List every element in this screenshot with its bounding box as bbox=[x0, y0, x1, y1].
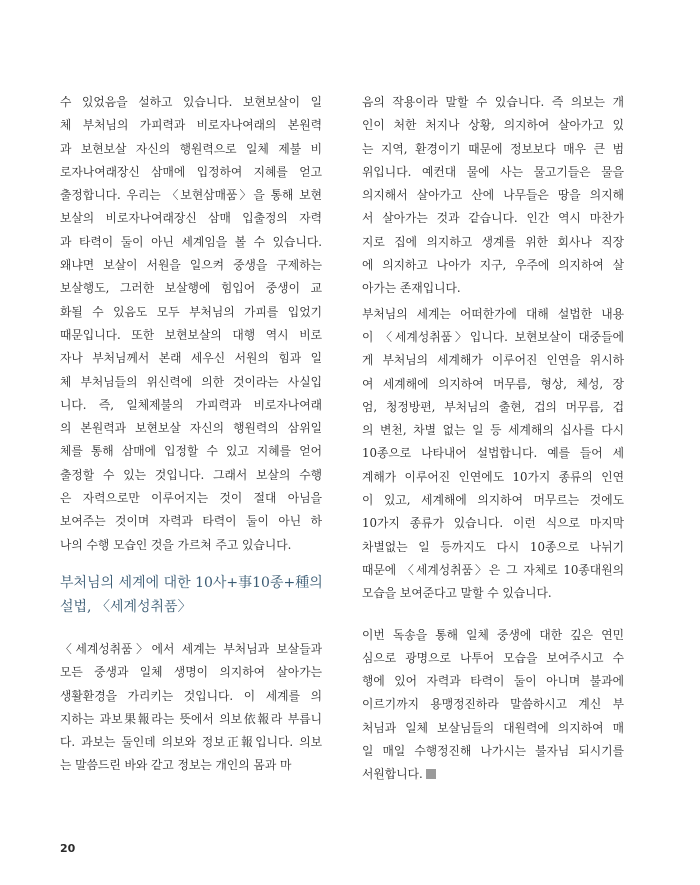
text-line-content: 이 있고, 세계해에 의지하여 머무르는 것에도 bbox=[362, 493, 624, 508]
text-line-content: 처님과 일체 보살님들의 대원력에 의지하여 매 bbox=[362, 720, 624, 735]
text-line bbox=[362, 740, 624, 763]
text-line-content: 위입니다. 예컨대 물에 사는 물고기들은 물을 bbox=[362, 164, 624, 179]
text-line bbox=[60, 510, 322, 533]
text-line-content: 는 말씀드린 바와 같고 정보는 개인의 몸과 마 bbox=[60, 758, 292, 773]
text-line bbox=[60, 394, 322, 417]
text-line-content: 의지해서 살아가고 산에 나무들은 땅을 의지해 bbox=[362, 188, 624, 203]
text-line-content: 의 변천, 차별 없는 일 등 세계해의 십사를 다시 bbox=[362, 423, 624, 438]
text-line bbox=[60, 708, 322, 731]
text-line bbox=[362, 693, 624, 716]
text-line bbox=[60, 731, 322, 754]
text-line-content: 과 타력이 둘이 아닌 세계임을 볼 수 있습니다. bbox=[60, 234, 322, 249]
text-line bbox=[362, 326, 624, 349]
text-line-content: 에 의지하고 나아가 지구, 우주에 의지하여 살 bbox=[362, 258, 624, 273]
text-line-content: 지하는 과보果報라는 뜻에서 의보依報라 부릅니 bbox=[60, 711, 322, 726]
text-line bbox=[362, 396, 624, 419]
text-line-content: 게 부처님의 세계해가 이루어진 인연을 위시하 bbox=[362, 353, 624, 368]
text-line bbox=[362, 559, 624, 582]
text-line bbox=[362, 717, 624, 740]
text-line-content: 때문입니다. 또한 보현보살의 대행 역시 비로 bbox=[60, 327, 322, 342]
text-line-content: 체 부처님의 가피력과 비로자나여래의 본원력 bbox=[60, 118, 322, 133]
text-line bbox=[60, 685, 322, 708]
text-line-content: 서원합니다. bbox=[362, 767, 423, 782]
text-line-content: 체 부처님들의 위신력에 의한 것이라는 사실입 bbox=[60, 374, 322, 389]
text-line-content: 수 있었음을 설하고 있습니다. 보현보살이 일 bbox=[60, 95, 322, 109]
text-line-content: 보살의 비로자나여래장신 삼매 입출정의 자력 bbox=[60, 211, 322, 226]
text-line-content: 심으로 광명으로 나투어 모습을 보여주시고 수 bbox=[362, 650, 624, 665]
text-line bbox=[60, 487, 322, 510]
text-line bbox=[362, 114, 624, 137]
text-line bbox=[60, 91, 322, 114]
paragraph-world-sermon bbox=[362, 303, 624, 606]
text-line bbox=[60, 254, 322, 277]
text-line-content: 니다. 즉, 일체제불의 가피력과 비로자나여래 bbox=[60, 397, 322, 412]
text-line bbox=[60, 595, 322, 620]
text-line-content: 로자나여래장신 삼매에 입정하여 지혜를 얻고 bbox=[60, 164, 322, 179]
text-line bbox=[362, 624, 624, 647]
text-line bbox=[362, 207, 624, 230]
text-line-content: 인이 처한 처지나 상황, 의지하여 살아가고 있 bbox=[362, 118, 624, 133]
text-line-content: 부처님의 세계는 어떠한가에 대해 설법한 내용 bbox=[362, 306, 624, 321]
text-line bbox=[362, 647, 624, 670]
text-line-content: 서 살아가는 것과 같습니다. 인간 역시 마찬가 bbox=[362, 211, 624, 226]
text-line bbox=[362, 184, 624, 207]
text-line-content: 자나 부처님께서 본래 세우신 서원의 힘과 일 bbox=[60, 351, 322, 366]
text-line bbox=[362, 231, 624, 254]
text-line bbox=[60, 301, 322, 324]
text-line bbox=[362, 512, 624, 535]
section-heading bbox=[60, 571, 322, 620]
text-line-content: 의 본원력과 보현보살 자신의 행원력의 삼위일 bbox=[60, 421, 322, 436]
text-line bbox=[60, 161, 322, 184]
text-line bbox=[362, 138, 624, 161]
text-line-content: 이번 독송을 통해 일체 중생에 대한 깊은 연민 bbox=[362, 627, 624, 642]
text-line-content: 설법, 〈세계성취품〉 bbox=[60, 599, 192, 616]
text-line-content: 아가는 존재입니다. bbox=[362, 281, 461, 296]
text-line bbox=[362, 489, 624, 512]
text-line-content: 음의 작용이라 말할 수 있습니다. 즉 의보는 개 bbox=[362, 95, 624, 109]
text-line bbox=[60, 347, 322, 370]
paragraph-bohyeon-samadhi bbox=[60, 91, 322, 557]
text-line-content: 출정합니다. 우리는 〈보현삼매품〉을 통해 보현 bbox=[60, 188, 322, 203]
text-line bbox=[362, 582, 624, 605]
text-line bbox=[60, 571, 322, 596]
text-line bbox=[60, 440, 322, 463]
text-line bbox=[60, 417, 322, 440]
text-line bbox=[60, 184, 322, 207]
text-line-content: 〈세계성취품〉에서 세계는 부처님과 보살들과 bbox=[60, 641, 322, 656]
text-line-content: 왜냐면 보살이 서원을 일으켜 중생을 구제하는 bbox=[60, 258, 322, 273]
right-column bbox=[362, 91, 624, 787]
text-line bbox=[60, 231, 322, 254]
text-line-content: 화될 수 있음도 모두 부처님의 가피를 입었기 bbox=[60, 304, 322, 319]
text-line bbox=[60, 277, 322, 300]
paragraph-world-definition bbox=[60, 638, 322, 778]
text-line bbox=[60, 324, 322, 347]
text-line bbox=[60, 754, 322, 777]
text-line bbox=[60, 661, 322, 684]
text-line bbox=[362, 254, 624, 277]
paragraph-vow bbox=[362, 624, 624, 787]
text-line-content: 모습을 보여준다고 말할 수 있습니다. bbox=[362, 586, 552, 601]
text-line-content: 이르기까지 용맹정진하라 말씀하시고 계신 부 bbox=[362, 697, 624, 712]
text-line bbox=[362, 91, 624, 114]
text-line bbox=[60, 114, 322, 137]
text-line bbox=[362, 536, 624, 559]
text-line-content: 출정할 수 있는 것입니다. 그래서 보살의 수행 bbox=[60, 467, 322, 482]
text-line bbox=[60, 534, 322, 557]
text-line bbox=[362, 466, 624, 489]
text-line-content: 행에 있어 자력과 타력이 둘이 아니며 불과에 bbox=[362, 674, 624, 689]
text-line-content: 보여주는 것이며 자력과 타력이 둘이 아닌 하 bbox=[60, 514, 322, 529]
text-line-content: 모든 중생과 일체 생명이 의지하여 살아가는 bbox=[60, 665, 322, 680]
text-line bbox=[362, 349, 624, 372]
text-line-content: 나의 수행 모습인 것을 가르쳐 주고 있습니다. bbox=[60, 537, 292, 552]
text-line-content: 10가지 종류가 있습니다. 이런 식으로 마지막 bbox=[362, 516, 624, 531]
text-line bbox=[362, 373, 624, 396]
text-line bbox=[60, 138, 322, 161]
text-line bbox=[362, 161, 624, 184]
text-line bbox=[60, 464, 322, 487]
text-line-content: 지로 집에 의지하고 생계를 위한 회사나 직장 bbox=[362, 234, 624, 249]
text-line bbox=[362, 763, 624, 786]
text-line bbox=[60, 638, 322, 661]
text-line bbox=[60, 371, 322, 394]
text-line-content: 생활환경을 가리키는 것입니다. 이 세계를 의 bbox=[60, 688, 322, 703]
text-line-content: 체를 통해 삼매에 입정할 수 있고 지혜를 얻어 bbox=[60, 444, 322, 459]
text-line-content: 일 매일 수행정진해 나가시는 불자님 되시기를 bbox=[362, 744, 624, 759]
text-line-content: 여 세계해에 의지하여 머무름, 형상, 체성, 장 bbox=[362, 376, 624, 391]
text-line bbox=[362, 303, 624, 326]
text-line-content: 보살행도, 그러한 보살행에 힘입어 중생이 교 bbox=[60, 281, 322, 296]
text-line-content: 부처님의 세계에 대한 10사+事10종+種의 bbox=[60, 574, 323, 591]
paragraph-retribution bbox=[362, 91, 624, 301]
text-line-content: 과 보현보살 자신의 행원력으로 일체 제불 비 bbox=[60, 141, 322, 156]
text-line bbox=[362, 670, 624, 693]
text-line-content: 다. 과보는 둘인데 의보와 정보正報입니다. 의보 bbox=[60, 735, 322, 750]
text-line bbox=[362, 419, 624, 442]
end-square-icon bbox=[426, 769, 436, 779]
text-line bbox=[362, 442, 624, 465]
text-line-content: 차별없는 일 등까지도 다시 10종으로 나뉘기 bbox=[362, 539, 624, 554]
text-line-content: 때문에 〈세계성취품〉은 그 자체로 10종대원의 bbox=[362, 562, 624, 577]
left-column bbox=[60, 91, 322, 778]
text-line-content: 은 자력으로만 이루어지는 것이 절대 아님을 bbox=[60, 491, 322, 506]
page-number: 20 bbox=[60, 842, 76, 855]
text-line bbox=[362, 277, 624, 300]
text-line-content: 10종으로 나타내어 설법합니다. 예를 들어 세 bbox=[362, 446, 624, 461]
text-line-content: 이 〈세계성취품〉입니다. 보현보살이 대중들에 bbox=[362, 329, 624, 344]
text-line-content: 는 지역, 환경이기 때문에 정보보다 매우 큰 범 bbox=[362, 141, 624, 156]
text-line bbox=[60, 207, 322, 230]
text-line-content: 엄, 청정방편, 부처님의 출현, 겁의 머무름, 겁 bbox=[362, 399, 624, 414]
text-line-content: 계해가 이루어진 인연에도 10가지 종류의 인연 bbox=[362, 469, 624, 484]
